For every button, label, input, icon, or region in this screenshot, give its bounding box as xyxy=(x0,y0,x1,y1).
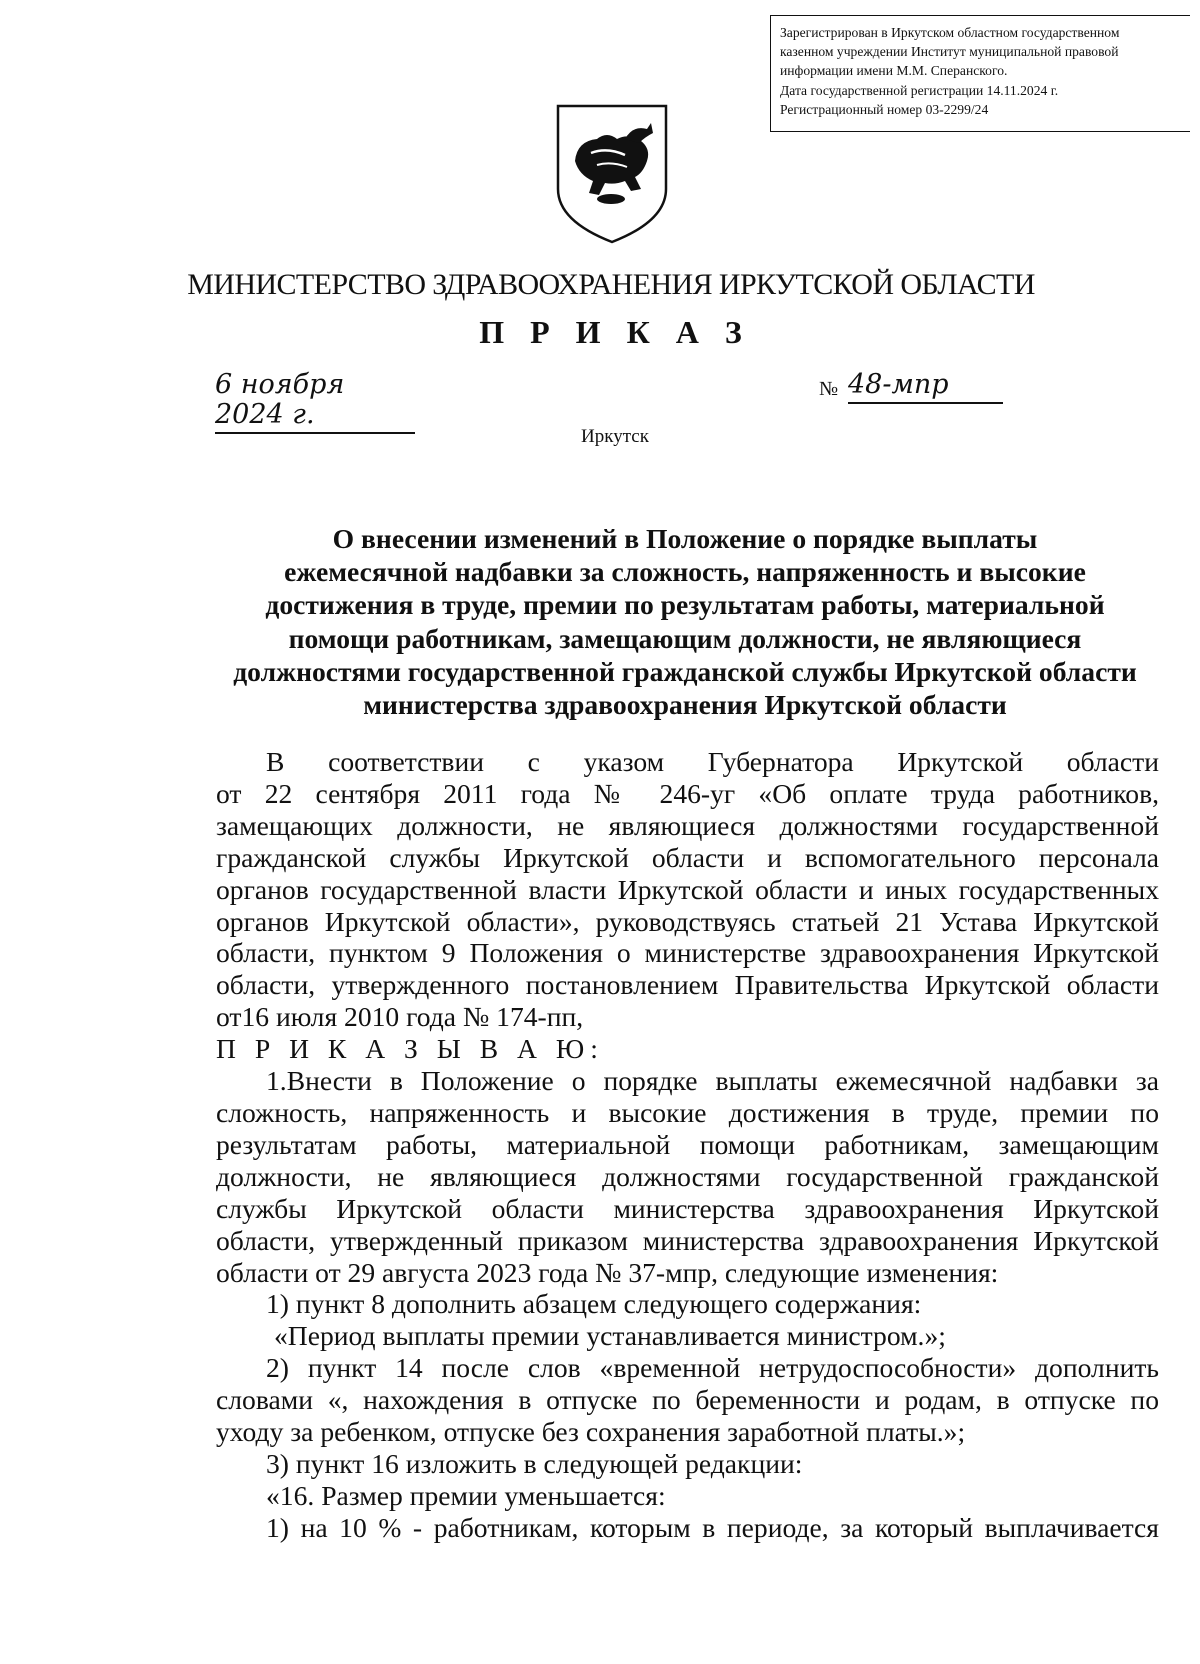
paragraph-line: органов Иркутской области», руководствуясь статьей 21 Устава Иркутской xyxy=(216,905,1159,937)
date-handwritten: 6 ноября 2024 г. xyxy=(215,370,415,434)
title-line: ежемесячной надбавки за сложность, напряженность и высокие xyxy=(284,556,1086,588)
registration-line: казенном учреждении Институт муниципальной правовой xyxy=(780,44,1119,60)
subitem-line: словами «, нахождения в отпуске по беременности и родам, в отпуске по xyxy=(216,1384,1159,1416)
registration-stamp xyxy=(770,15,1190,132)
paragraph-line: области, утвержденный приказом министерства здравоохранения Иркутской xyxy=(216,1224,1159,1256)
paragraph-line: должности, не являющиеся должностями государственной гражданской xyxy=(216,1160,1159,1192)
paragraph-line: замещающих должности, не являющиеся должностями государственной xyxy=(216,809,1159,841)
subitem-line: 2) пункт 14 после слов «временной нетрудоспособности» дополнить xyxy=(266,1352,1159,1384)
paragraph-line: В соответствии с указом Губернатора Иркутской области xyxy=(266,746,1159,777)
title-line: достижения в труде, премии по результатам работы, материальной xyxy=(265,589,1105,621)
order-word: П Р И К А З Ы В А Ю: xyxy=(216,1033,604,1065)
paragraph-line: гражданской службы Иркутской области и вспомогательного персонала xyxy=(216,841,1159,873)
paragraph-line: от16 июля 2010 года № 174-пп, xyxy=(216,1001,584,1033)
document-title xyxy=(205,522,1165,721)
ministry-name: МИНИСТЕРСТВО ЗДРАВООХРАНЕНИЯ ИРКУТСКОЙ ОБЛАСТИ xyxy=(187,268,1035,301)
registration-line: Дата государственной регистрации 14.11.2024 г. xyxy=(780,82,1059,98)
city: Иркутск xyxy=(581,426,649,447)
title-line: О внесении изменений в Положение о порядке выплаты xyxy=(332,523,1038,554)
title-line: должностями государственной гражданской службы Иркутской области xyxy=(233,655,1137,687)
paragraph-line: службы Иркутской области министерства здравоохранения Иркутской xyxy=(216,1192,1159,1224)
subitem-line: 3) пункт 16 изложить в следующей редакции: xyxy=(266,1447,803,1479)
paragraph-line: области от 29 августа 2023 года № 37-мпр, следующие изменения: xyxy=(216,1256,999,1288)
registration-line: Зарегистрирован в Иркутском областном государственном xyxy=(780,25,1120,40)
document-body xyxy=(216,746,1159,1544)
paragraph-line: сложность, напряженность и высокие достижения в труде, премии по xyxy=(216,1096,1159,1128)
number-label: № xyxy=(819,378,839,400)
paragraph-line: органов государственной власти Иркутской области и иных государственных xyxy=(216,873,1159,905)
registration-line: Регистрационный номер 03-2299/24 xyxy=(780,101,989,117)
paragraph-line: области, утвержденного постановлением Правительства Иркутской области xyxy=(216,969,1159,1001)
number-handwritten: 48-мпр xyxy=(848,370,1003,404)
paragraph-line: 1.Внести в Положение о порядке выплаты ежемесячной надбавки за xyxy=(266,1065,1159,1097)
title-line: министерства здравоохранения Иркутской области xyxy=(363,689,1007,721)
quote-line: «Период выплаты премии устанавливается министром.»; xyxy=(274,1320,946,1352)
quote-line: «16. Размер премии уменьшается: xyxy=(266,1479,666,1511)
registration-line: информации имени М.М. Сперанского. xyxy=(780,63,1008,79)
title-line: помощи работникам, замещающим должности, не являющиеся xyxy=(288,622,1082,654)
paragraph-line: результатам работы, материальной помощи работникам, замещающим xyxy=(216,1128,1159,1160)
subitem-line: уходу за ребенком, отпуске без сохранения заработной платы.»; xyxy=(216,1416,966,1448)
subitem-line: 1) пункт 8 дополнить абзацем следующего содержания: xyxy=(266,1288,922,1320)
irkutsk-coat-of-arms-icon xyxy=(555,103,669,245)
subitem-line: 1) на 10 % - работникам, которым в периоде, за который выплачивается xyxy=(266,1511,1159,1543)
paragraph-line: области, пунктом 9 Положения о министерстве здравоохранения Иркутской xyxy=(216,937,1159,969)
document-type: П Р И К А З xyxy=(479,314,751,350)
paragraph-line: от 22 сентября 2011 года № 246-уг «Об оплате труда работников, xyxy=(216,777,1159,809)
